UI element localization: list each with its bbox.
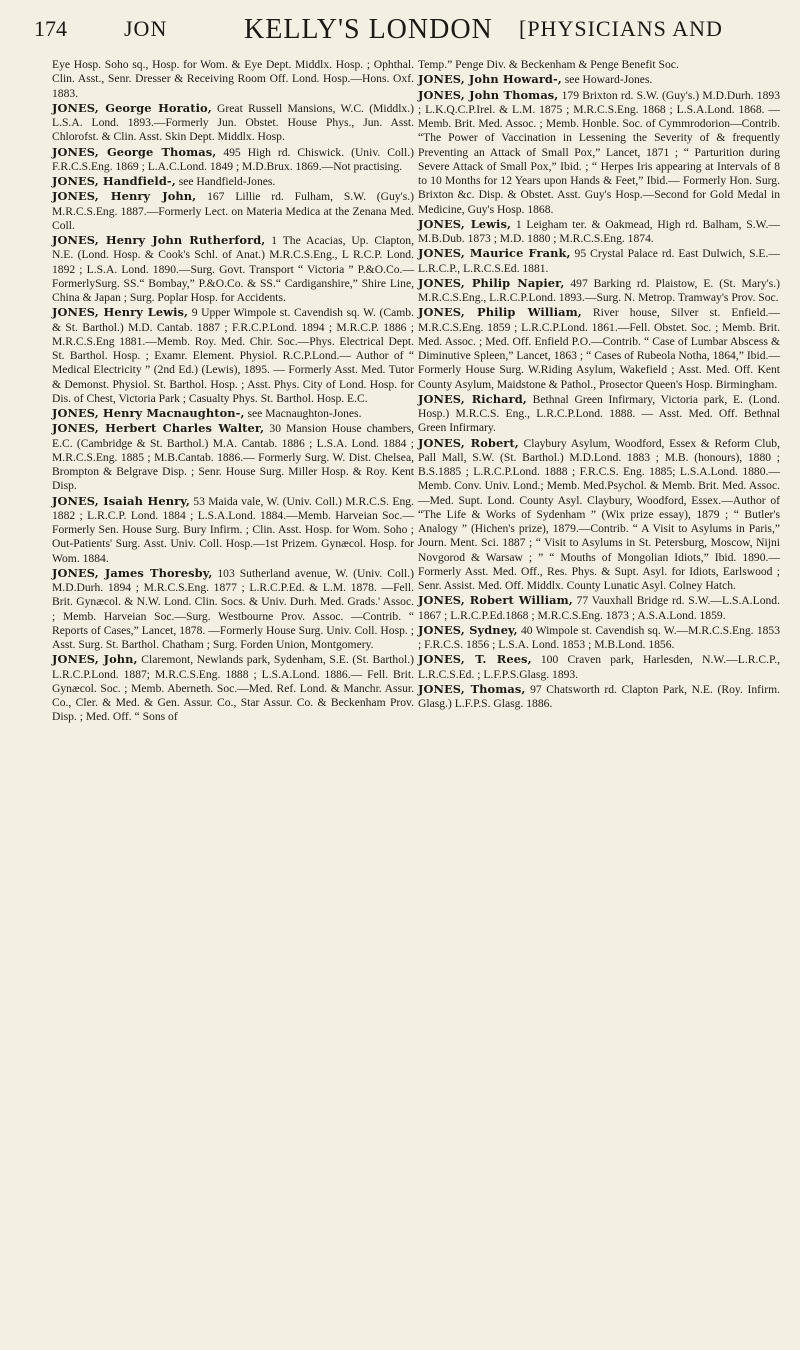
entry-name: JONES, George Horatio, [52,100,212,115]
entry-details: 1 Leigham ter. & Oakmead, High rd. Balham, S.W.—M.B.Dub. 1873 ; M.D. 1880 ; M.R.C.S.Eng. 1874. [418,217,780,245]
directory-entry [52,652,414,724]
entry-details: 179 Brixton rd. S.W. (Guy's.) M.D.Durh. 1893 ; L.K.Q.C.P.Irel. & L.M. 1875 ; M.R.C.S.Eng. 1868 ; L.S.A.Lond. 1868. — Memb. Brit. Med. Assoc. ; Memb. Honble. Soc. of Cymmrodorion—Contrib. “The Power of Vaccination in Lessening the Severity of & frequently Preventing an Attack of Small Pox,” Lancet, 1871 ; “ Parturition during Severe Attack of Small Pox,” Ibid. ; “ Herpes Iris appearing at Intervals of 8 to 10 Months for 12 Years upon Hands & Feet,” Ibid.— Formerly Hon. Surg. Brixton &c. Disp. & Obstet. Asst. Guy's Hosp.—Second for Gold Medal in Medicine, Guy's Hosp. 1868. [418,88,780,216]
page-header [34,14,774,54]
directory-entry [418,58,780,72]
directory-entry [52,494,414,566]
entry-details: 9 Upper Wimpole st. Cavendish sq. W. (Camb. & St. Barthol.) M.D. Cantab. 1887 ; F.R.C.P.Lond. 1894 ; M.R.C.P. 1886 ; M.R.C.S.Eng 1881.—Memb. Roy. Med. Chir. Soc.—Phys. Electrical Dept. St. Barthol. Hosp. ; Examr. Element. Physiol. R.C.P.Lond.— Author of “ Medical Electricity ” (2nd Ed.) (Lewis), 1895. — Formerly Asst. Med. Tutor & Demonst. Physiol. St. Barthol. Hosp. ; Asst. Phys. City of Lond. Hosp. for Dis. of Chest, Victoria Park ; Casualty Phys. St. Barthol. Hosp. E.C. [52,306,415,405]
entry-details: 497 Barking rd. Plaistow, E. (St. Mary's.) M.R.C.S.Eng., L.R.C.P.Lond. 1893.—Surg. N. Metrop. Tramway's Prov. Soc. [418,276,780,304]
entry-name: JONES, John Thomas, [418,87,559,102]
entry-name: JONES, Herbert Charles Walter, [52,421,265,436]
directory-entry [418,436,780,594]
entry-details: 167 Lillie rd. Fulham, S.W. (Guy's.) M.R.C.S.Eng. 1887.—Formerly Lect. on Materia Medica at the Zenana Med. Coll. [52,190,414,232]
page-number: 174 [34,16,67,41]
directory-entry [52,233,414,305]
entry-details: 77 Vauxhall Bridge rd. S.W.—L.S.A.Lond. 1867 ; L.R.C.P.Ed.1868 ; M.R.C.S.Eng. 1873 ; A.S.A.Lond. 1859. [418,594,780,622]
entry-name: JONES, Richard, [418,391,527,406]
entry-name: JONES, Lewis, [418,216,512,231]
entry-name: JONES, Henry John, [52,189,197,204]
entry-name: JONES, Isaiah Henry, [52,493,190,508]
directory-entry [52,101,414,145]
entry-name: JONES, John Howard-, [418,72,562,87]
right-column [418,58,780,711]
directory-entry [52,145,414,175]
directory-entry [418,305,780,392]
entry-details: Claybury Asylum, Woodford, Essex & Reform Club, Pall Mall, S.W. (St. Barthol.) M.D.Lond. 1883 ; M.B. (honours), 1880 ; B.S.1885 ; L.R.C.P.Lond. 1888 ; F.R.C.S. Eng. 1885; L.S.A.Lond. 1880.—Memb. Conv. Univ. Lond.; Memb. Med.Psychol. & Memb. Brit. Med. Assoc.—Med. Supt. Lond. County Asyl. Claybury, Woodford, Essex.—Author of “The Life & Works of Sydenham ” (Wix prize essay), 1879 ; “ Butler's Analogy ” (Hichen's prize), 1879.—Contrib. “ A Visit to Asylums in Paris,” Journ. Ment. Sci. 1887 ; “ Visit to Asylums in St. Petersburg, Moscow, Nijni Novgorod & Warsaw ; ” “ Mouths of Mongolian Idiots,” Ibid. 1890.—Formerly Asst. Med. Off., Res. Phys. & Supt. Asyl. for Idiots, Earlswood ; Senr. Assist. Med. Off. Middlx. County Lunatic Asyl. Colney Hatch. [418,436,781,592]
entry-details: see Handfield-Jones. [175,175,276,188]
entry-name: JONES, Robert William, [418,593,573,608]
entry-name: JONES, Robert, [418,435,519,450]
entry-name: JONES, Philip Napier, [418,275,565,290]
entry-name: JONES, George Thomas, [52,144,217,159]
directory-entry [418,246,780,276]
entry-details: 40 Wimpole st. Cavendish sq. W.—M.R.C.S.Eng. 1853 ; F.R.C.S. 1856 ; L.S.A. Lond. 1853 ; M.B.Lond. 1856. [418,623,781,651]
directory-entry [418,72,780,87]
directory-entry [418,88,780,217]
entry-name: JONES, James Thoresby, [52,565,213,580]
entry-name: JONES, Henry Lewis, [52,305,189,320]
directory-entry [418,392,780,436]
entry-details: 495 High rd. Chiswick. (Univ. Coll.) F.R.C.S.Eng. 1869 ; L.A.C.Lond. 1849 ; M.D.Brux. 1869.—Not practising. [52,145,414,173]
entry-name: JONES, Handfield-, [52,174,176,188]
running-head-word: JON [124,16,168,41]
entry-details: 103 Sutherland avenue, W. (Univ. Coll.) M.D.Durh. 1894 ; M.R.C.S.Eng. 1877 ; L.R.C.P.Ed. & L.M. 1878. —Fell. Brit. Gynæcol. & N.W. Lond. Clin. Socs. & Univ. Durh. Med. Grads.' Assoc. ; Memb. Harveian Soc.—Surg. Westbourne Prov. Assoc. —Contrib. “ Reports of Cases,” Lancet, 1878. —Formerly House Surg. Univ. Coll. Hosp. ; Asst. Surg. St. Barthol. Chatham ; Surg. Forden Union, Montgomery. [52,566,414,651]
directory-entry [418,623,780,653]
entry-details: 30 Mansion House chambers, E.C. (Cambridge & St. Barthol.) M.A. Cantab. 1886 ; L.S.A. Lond. 1884 ; M.R.C.S.Eng. 1885 ; M.B.Cantab. 1886.— Formerly Surg. W. Dist. Chelsea, Brompton & Belgrave Disp. ; Senr. House Surg. Miller Hosp. & Roy. Kent Disp. [52,422,414,493]
entry-details: Eye Hosp. Soho sq., Hosp. for Wom. & Eye Dept. Middlx. Hosp. ; Ophthal. Clin. Asst., Senr. Dresser & Receiving Room Off. Lond. Hosp.—Hons. Oxf. 1883. [52,58,414,100]
entry-name: JONES, T. Rees, [418,652,532,667]
entry-details: 95 Crystal Palace rd. East Dulwich, S.E.—L.R.C.P., L.R.C.S.Ed. 1881. [418,247,781,275]
entry-name: JONES, Maurice Frank, [418,246,571,261]
directory-entry [52,58,414,101]
directory-entry [52,305,414,406]
directory-entry [418,276,780,306]
entry-details: see Macnaughton-Jones. [244,407,362,420]
directory-entry [52,421,414,493]
directory-entry [418,652,780,682]
entry-details: Great Russell Mansions, W.C. (Middlx.) L.S.A. Lond. 1893.—Formerly Jun. Obstet. House Phys., Jun. Asst. Chlorofst. & Clin. Asst. Skin Dept. Middlx. Hosp. [52,101,414,144]
directory-entry [52,174,414,189]
entry-details: River house, Silver st. Enfield.—M.R.C.S.Eng. 1859 ; L.R.C.P.Lond. 1861.—Fell. Obstet. Soc. ; Memb. Brit. Med. Assoc. ; Med. Off. Enfield P.O.—Contrib. “ Case of Lumbar Abscess & Diminutive Spleen,” Lancet, 1863 ; “ Cases of Rubeola Notha, 1864,” Ibid.—Formerly House Surg. W.Riding Asylum, Wakefield ; Asst. Med. Off. Kent County Asylum, Maidstone & Pathol., Prosector Queen's Hosp. Birmingham. [418,306,780,391]
entry-name: JONES, John, [52,652,138,667]
directory-entry [52,406,414,421]
entry-details: 53 Maida vale, W. (Univ. Coll.) M.R.C.S. Eng. 1882 ; L.R.C.P. Lond. 1884 ; L.S.A.Lond. 1884.—Memb. Harveian Soc.—Formerly Sen. House Surg. Bury Infirm. ; Clin. Asst. Hosp. for Wom. Soho ; Out-Patients' Surg. Asst. Univ. Coll. Hosp.—1st Prizem. Gynæcol. Hosp. for Wom. 1884. [52,494,414,565]
section-heading: [PHYSICIANS AND [519,16,723,41]
entry-name: JONES, Philip William, [418,305,582,320]
entry-name: JONES, Sydney, [418,622,518,637]
entry-details: Claremont, Newlands park, Sydenham, S.E. (St. Barthol.) L.R.C.P.Lond. 1887; M.R.C.S.Eng. 1888 ; L.S.A.Lond. 1886.— Fell. Brit. Gynæcol. Soc. ; Memb. Aberneth. Soc.—Med. Ref. Lond. & Manchr. Assur. Co., Cler. & Med. & Gen. Assur. Co., Star Assur. Co. & Beckenham Prov. Disp. ; Med. Off. “ Sons of [52,653,414,724]
entry-details: see Howard-Jones. [561,73,653,87]
entry-name: JONES, Thomas, [418,681,526,696]
entry-details: 1 The Acacias, Up. Clapton, N.E. (Lond. Hosp. & Cook's Schl. of Anat.) M.R.C.S.Eng., L R.C.P. Lond. 1892 ; L.S.A. Lond. 1890.—Surg. Govt. Transport “ Victoria ” P.&O.Co.—FormerlySurg. SS.“ Bombay,” P.&O.Co. & SS.“ Cardiganshire,” Shire Line, China & Japan ; Surg. Poplar Hosp. for Accidents. [52,234,414,304]
entry-details: Temp.” Penge Div. & Beckenham & Penge Benefit Soc. [418,58,679,71]
left-column [52,58,414,725]
entry-details: 100 Craven park, Harlesden, N.W.—L.R.C.P., L.R.C.S.Ed. ; L.F.P.S.Glasg. 1893. [418,653,780,681]
directory-entry [52,566,414,653]
entry-name: JONES, Henry Macnaughton-, [52,406,245,420]
directory-title: KELLY'S LONDON [244,14,493,45]
entry-details: Bethnal Green Infirmary, Victoria park, E. (Lond. Hosp.) M.R.C.S. Eng., L.R.C.P.Lond. 1888. — Asst. Med. Off. Bethnal Green Infirmary. [418,392,780,435]
directory-entry [418,217,780,247]
entry-details: 97 Chatsworth rd. Clapton Park, N.E. (Roy. Infirm. Glasg.) L.F.P.S. Glasg. 1886. [418,682,780,710]
directory-entry [418,593,780,623]
directory-entry [418,682,780,712]
entry-name: JONES, Henry John Rutherford, [52,233,266,247]
directory-entry [52,189,414,233]
